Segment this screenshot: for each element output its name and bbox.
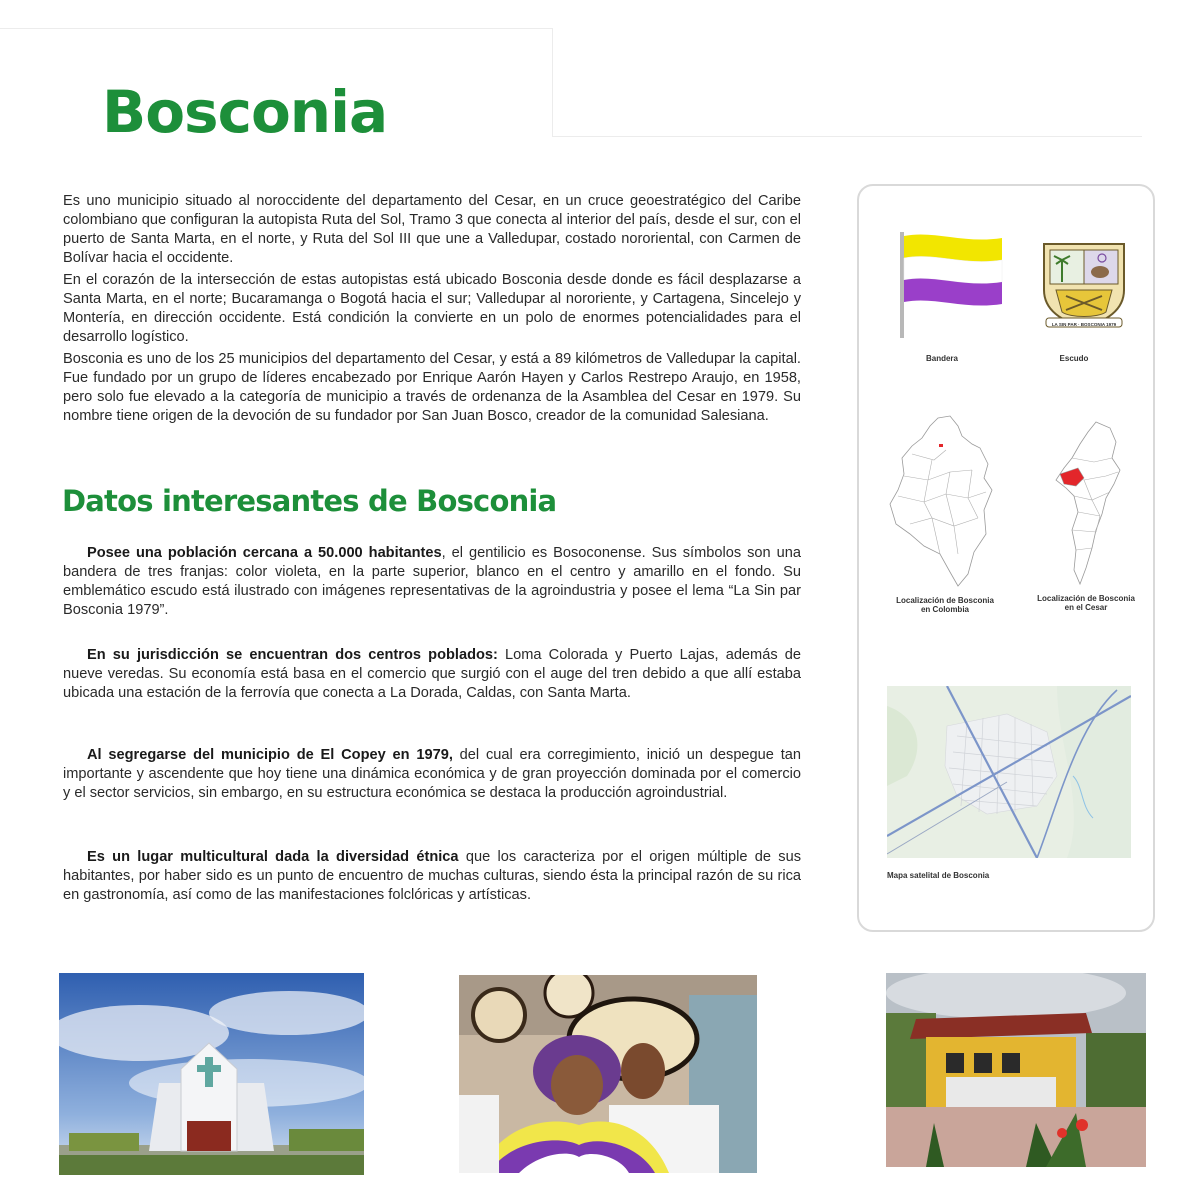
fact-paragraph-1 [63,544,801,620]
frame-line-mid [552,136,1142,137]
fact-lead-1: Posee una población cercana a 50.000 habitantes [87,545,442,561]
intro-paragraph-1: Es uno municipio situado al noroccidente del departamento del Cesar, en un cruce geoestratégico del Caribe colombiano que configuran la autopista Ruta del Sol, Tramo 3 que conecta al interior del país, desde el sur, con el puerto de Santa Marta, en el norte, y Ruta del Sol III que une a Valledupar, costado nororiental, con Carmen de Bolívar hacia el occidente. [63,193,801,266]
intro-paragraph-3: Bosconia es uno de los 25 municipios del departamento del Cesar, y está a 89 kilómetros de Valledupar la capital. Fue fundado por un grupo de líderes encabezado por Enrique Aarón Hayen y Carlos Restrepo Araujo, en 1958, pero solo fue elevado a la categoría de municipio a través de ordenanza de la Asamblea del Cesar en 1979. Su nombre tiene origen de la devoción de su fundador por San Juan Bosco, creador de la comunidad Salesiana. [63,351,801,424]
shield-caption: Escudo [1059,354,1089,363]
fact-text-1: , el gentilicio es Bosoconense. Sus símbolos son una bandera de tres franjas: color violeta, en la parte superior, blanco en el centro y amarillo en el fondo. Su emblemático escudo está ilustrado con imágenes representativas de la agroindustria y posee el lema “La Sin par Bosconia 1979”. [63,545,801,618]
fact-lead-4: Es un lugar multicultural dada la diversidad étnica [87,849,459,865]
dancers-photo [459,975,757,1173]
page-title: Bosconia [102,78,388,146]
fact-text-4: que los caracteriza por el origen múltiple de sus habitantes, por haber sido es un punto de encuentro de muchas culturas, siendo ésta la principal razón de su rica en gastronomía, así como de las manifestaciones folclóricas y artísticas. [63,849,802,903]
frame-line-top [0,28,552,29]
fact-paragraph-2 [63,646,801,703]
fact-lead-2: En su jurisdicción se encuentran dos centros poblados: [87,647,498,663]
satellite-map [887,686,1131,858]
colombia-map-caption-line-2: en Colombia [920,605,969,614]
section-title: Datos interesantes de Bosconia [62,484,557,518]
frame-line-right-top [552,28,553,136]
satellite-map-caption: Mapa satelital de Bosconia [887,871,990,880]
colombia-map-icon [888,414,1000,590]
fact-lead-3: Al segregarse del municipio de El Copey en 1979, [87,747,453,763]
cesar-map-caption-line-2: en el Cesar [1064,603,1108,612]
colombia-map-caption-line-1: Localización de Bosconia [896,596,994,605]
intro-paragraph-2: En el corazón de la intersección de estas autopistas está ubicado Bosconia desde donde es fácil desplazarse a Santa Marta, en el norte; Bucaramanga o Bogotá hacia el sur; Valledupar al nororiente, y Cartagena, Sincelejo y Montería, en dirección occidente. Está condición la convierte en un polo de enormes potencialidades para el desarrollo logístico. [63,272,801,345]
fact-text-2: Loma Colorada y Puerto Lajas, además de nueve veredas. Su economía está basa en el comercio que surgió con el auge del tren debido a que allí estaba ubicada una estación de la ferrovía que conecta a La Dorada, Caldas, con Santa Marta. [63,647,801,701]
intro-text [63,192,801,429]
fact-text-3: del cual era corregimiento, inició un despegue tan importante y ascendente que hoy tiene una dinámica económica y de gran proyección dominada por el comercio y el sector servicios, sin embargo, en su estructura económica se destaca la producción agroindustrial. [63,747,801,801]
flag-caption: Bandera [925,354,958,363]
cesar-map-caption-line-1: Localización de Bosconia [1037,594,1135,603]
flag-icon [894,230,1006,340]
church-photo [59,973,364,1175]
cesar-map-icon [1050,418,1130,590]
station-photo [886,973,1146,1167]
fact-paragraph-4 [63,848,801,905]
fact-paragraph-3 [63,746,801,803]
shield-motto: LA SIN PAR · BOSCONIA 1979 [1051,322,1117,327]
shield-icon [1036,238,1132,332]
